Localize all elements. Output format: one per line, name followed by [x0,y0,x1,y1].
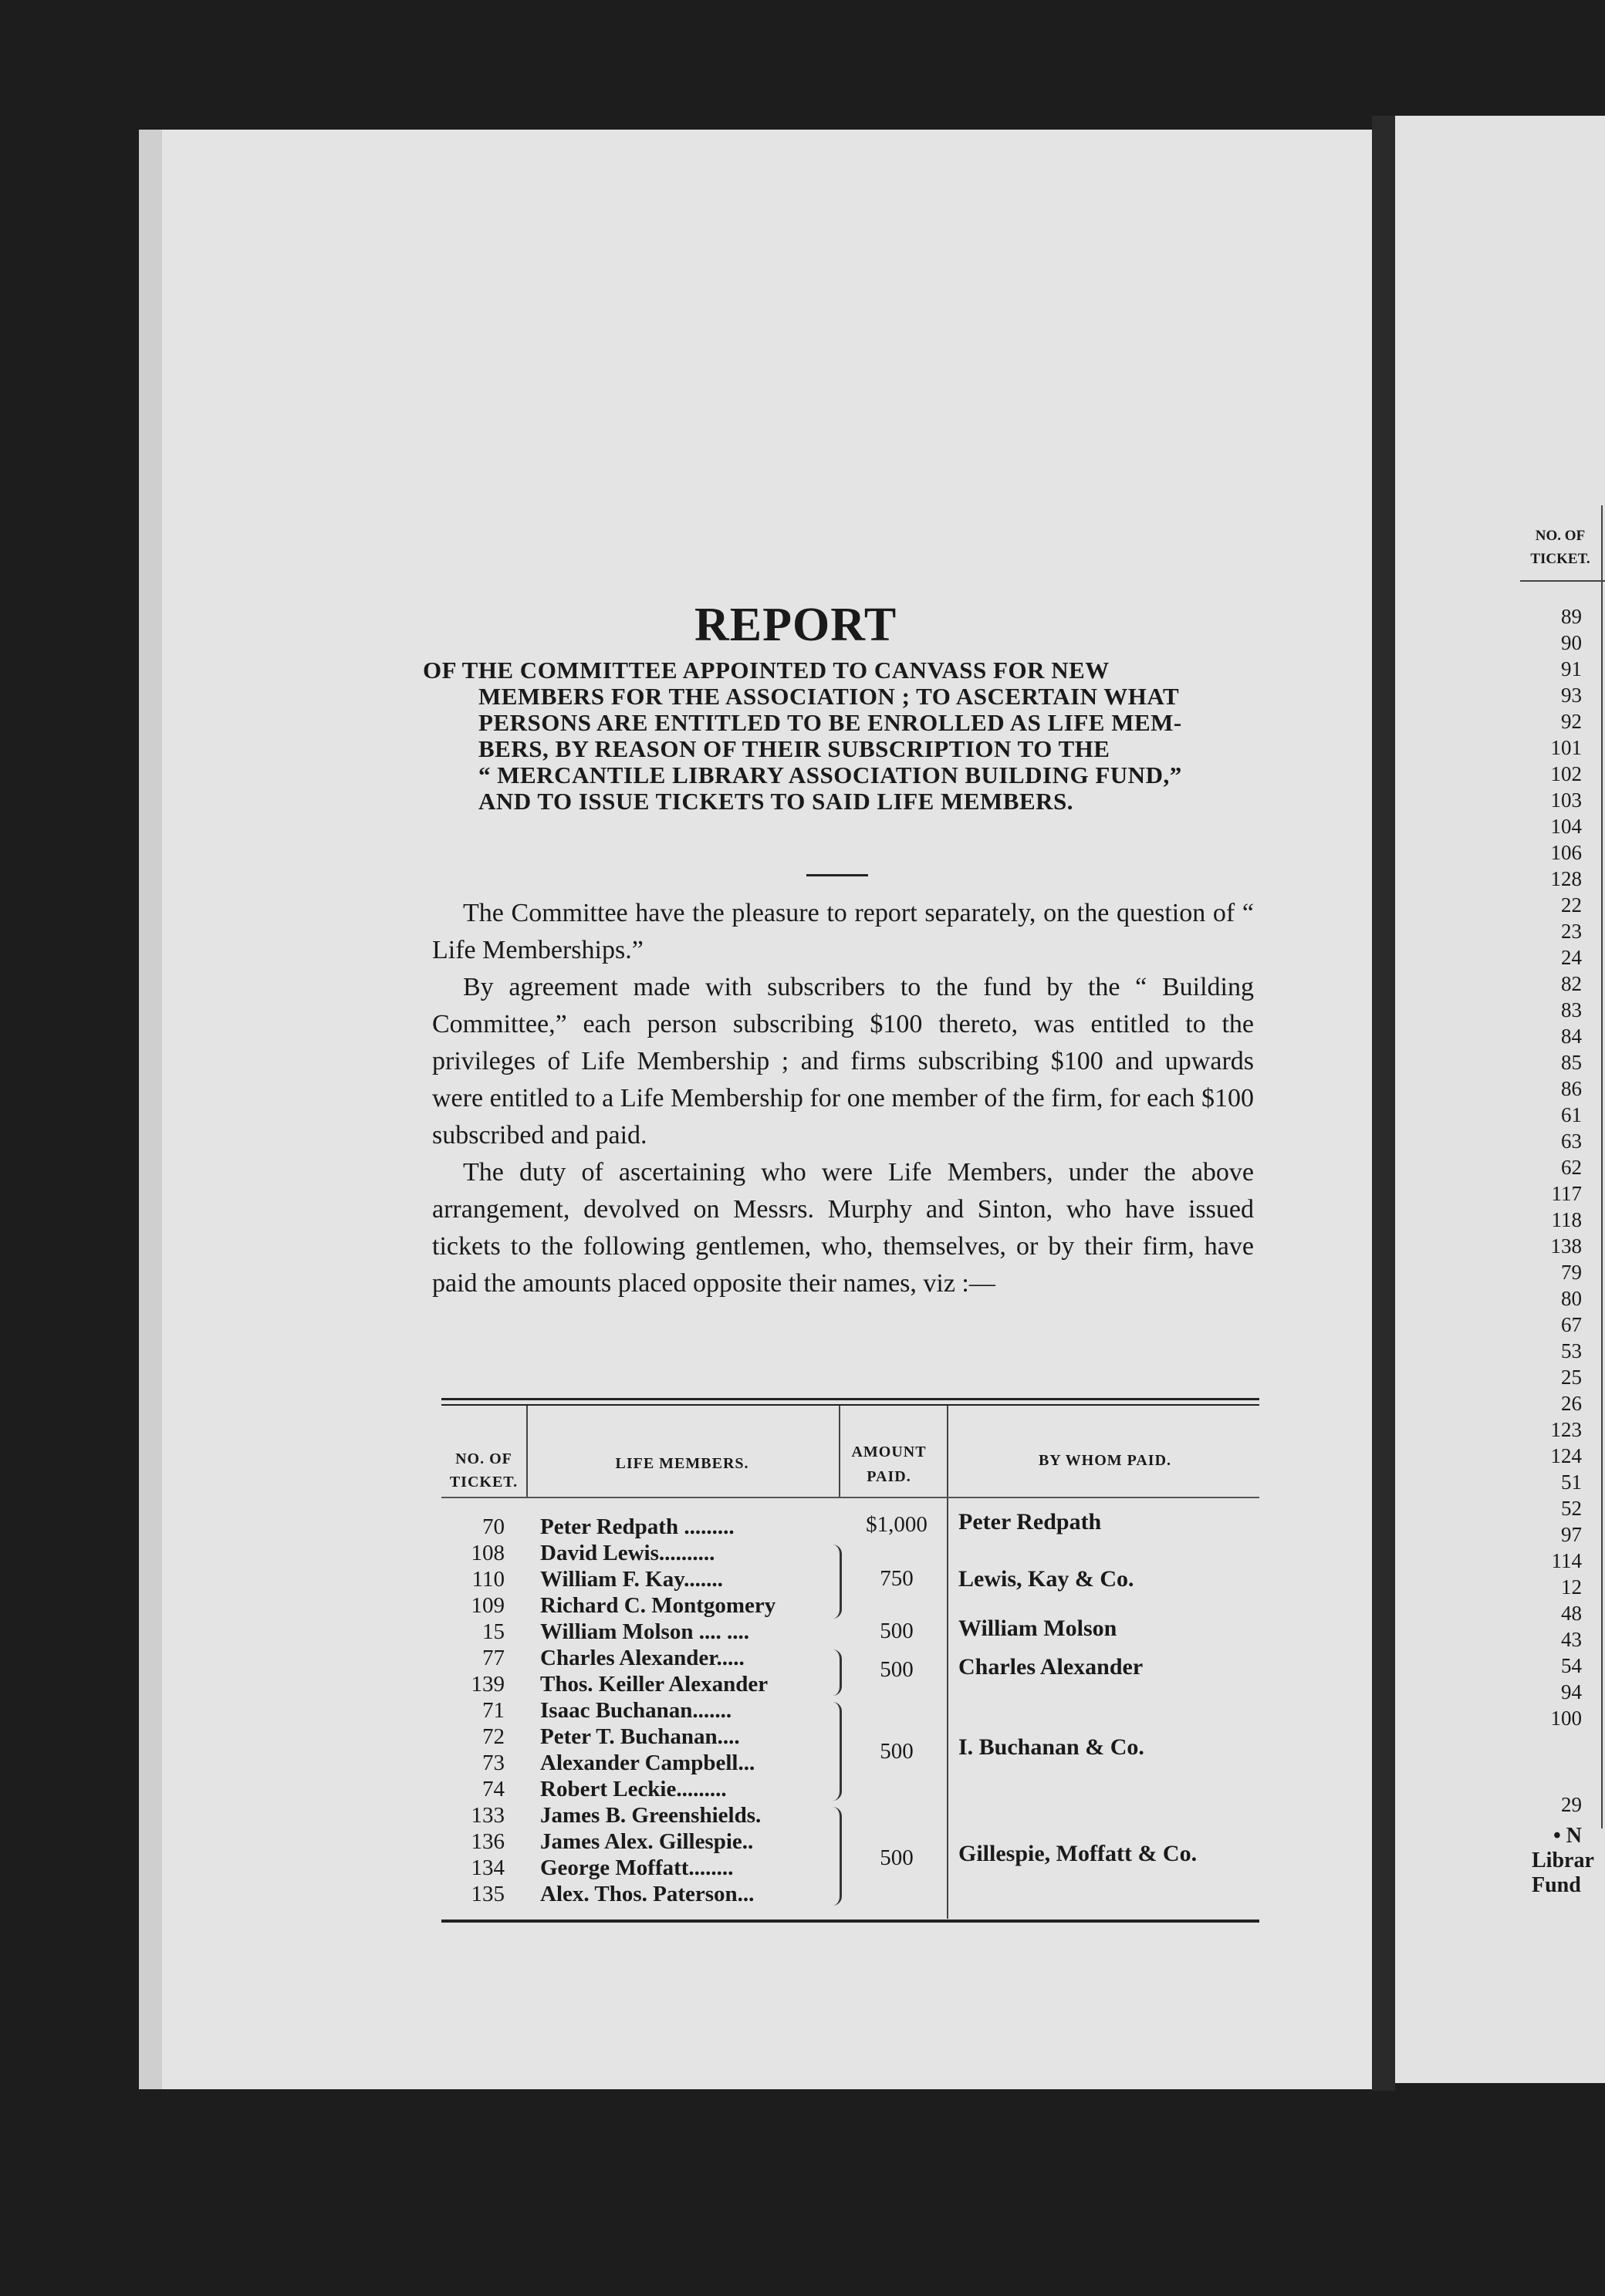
next-page-ticket: 128 [1550,867,1582,890]
table-row [441,1592,1259,1619]
next-page-ticket: 123 [1550,1418,1582,1441]
ticket-no: 74 [482,1777,505,1801]
next-page-ticket: 93 [1561,684,1582,707]
section-divider [806,874,868,876]
next-page-ticket: 62 [1561,1156,1582,1179]
next-page-ticket: 80 [1561,1287,1582,1310]
next-page-ticket: 51 [1561,1470,1582,1494]
paid-by: Lewis, Kay & Co. [958,1566,1134,1592]
subtitle-line: “ MERCANTILE LIBRARY ASSOCIATION BUILDING FUND,” [478,761,1182,788]
member-name: William F. Kay....... [540,1567,723,1592]
table-row [441,1776,1259,1802]
paragraph: By agreement made with subscribers to the fund by the “ Building Committee,” each person subscribing $100 thereto, was entitled to the privileges of Life Membership ; and firms subscribing $100 and upwards were entitled to a Life Membership for one member of the firm, for each $100 subscribed and paid. [432,973,1254,1150]
next-page-header-rule [1520,580,1605,582]
next-page-ticket: 83 [1561,998,1582,1021]
subtitle-line: AND TO ISSUE TICKETS TO SAID LIFE MEMBERS. [478,788,1073,815]
ticket-no: 72 [482,1724,505,1749]
next-page-ticket: 24 [1561,946,1582,969]
amount-paid: 750 [880,1566,914,1591]
report-subtitle [423,657,1256,815]
amount-paid: 500 [880,1845,914,1870]
next-page-ticket: 48 [1561,1602,1582,1625]
subtitle-line: OF THE COMMITTEE APPOINTED TO CANVASS FOR NEW [423,657,1110,684]
next-page-ticket: 63 [1561,1129,1582,1153]
next-page-ticket: 101 [1550,736,1582,759]
ticket-no: 110 [471,1567,505,1592]
header-whom: BY WHOM PAID. [1038,1452,1172,1469]
ticket-no: 77 [482,1646,505,1670]
member-name: William Molson .... .... [540,1619,749,1644]
member-name: Alexander Campbell... [540,1751,755,1775]
next-page-ticket: 103 [1550,788,1582,812]
next-page-ticket: 23 [1561,920,1582,943]
next-page-ticket: 117 [1551,1182,1582,1205]
paid-by: William Molson [958,1616,1117,1641]
column-rule [947,1406,948,1497]
table-row [441,1540,1259,1566]
group-brace [829,1545,842,1619]
paid-by: Peter Redpath [958,1509,1102,1535]
member-name: Peter Redpath ......... [540,1514,735,1539]
group-brace [829,1649,842,1696]
member-name: Charles Alexander..... [540,1646,745,1670]
next-page-ticket: 85 [1561,1051,1582,1074]
next-page-ticket: 106 [1550,841,1582,864]
next-page-ticket: 84 [1561,1025,1582,1048]
table-header [441,1406,1259,1498]
header-ticket: NO. OF TICKET. [449,1450,519,1491]
group-brace [829,1807,842,1906]
ticket-no: 70 [482,1514,505,1539]
member-name: Peter T. Buchanan.... [540,1724,740,1749]
next-page-ticket: 91 [1561,657,1582,680]
member-name: George Moffatt........ [540,1855,734,1880]
member-name: Alex. Thos. Paterson... [540,1882,755,1906]
table-bottom-rule [441,1920,1259,1923]
footnote-line: Fund [1532,1873,1581,1897]
subtitle-line: PERSONS ARE ENTITLED TO BE ENROLLED AS LIFE MEM- [478,709,1182,736]
ticket-no: 136 [471,1829,505,1854]
ticket-no: 139 [471,1672,505,1697]
paid-by: Gillespie, Moffatt & Co. [958,1841,1198,1866]
next-page-ticket: 22 [1561,893,1582,917]
next-page-ticket: 118 [1551,1208,1582,1231]
next-page-ticket: 79 [1561,1261,1582,1284]
report-title: REPORT [694,599,897,651]
member-name: Richard C. Montgomery [540,1593,776,1618]
ticket-no: 15 [482,1619,505,1644]
group-brace [829,1702,842,1801]
next-page-ticket: 61 [1561,1103,1582,1126]
amount-paid: 500 [880,1657,914,1682]
next-page-ticket: 54 [1561,1654,1582,1677]
next-page-footnote [1532,1824,1594,1898]
column-rule [526,1406,528,1497]
next-page-ticket: 102 [1550,762,1582,785]
next-page-ticket: 43 [1561,1628,1582,1651]
ticket-no: 133 [471,1803,505,1828]
book-gutter [1372,116,1395,2091]
next-page-ticket: 114 [1551,1549,1582,1572]
next-page-ticket: 138 [1550,1234,1582,1258]
paragraph: The duty of ascertaining who were Life Members, under the above arrangement, devolved on Messrs. Murphy and Sinton, who have issued tickets to the following gentlemen, who, themselves, or by their firm, have paid the amounts placed opposite their names, viz :— [432,1158,1254,1298]
member-name: Robert Leckie......... [540,1777,727,1801]
next-page-column-rule [1601,505,1603,1828]
ticket-no: 108 [471,1541,505,1565]
amount-paid: 500 [880,1619,914,1643]
next-page-ticket: 104 [1550,815,1582,838]
header-amount: AMOUNT PAID. [851,1443,927,1485]
subtitle-line: MEMBERS FOR THE ASSOCIATION ; TO ASCERTAIN WHAT [478,683,1180,710]
next-page-ticket: 26 [1561,1392,1582,1415]
member-name: James B. Greenshields. [540,1803,762,1828]
table-top-rule [441,1398,1259,1406]
subtitle-line: BERS, BY REASON OF THEIR SUBSCRIPTION TO THE [478,735,1110,762]
next-page-ticket: 89 [1561,605,1582,628]
next-page-ticket: 86 [1561,1077,1582,1100]
next-page-ticket: 100 [1550,1707,1582,1730]
ticket-no: 135 [471,1882,505,1906]
table-row [441,1881,1259,1907]
paid-by: I. Buchanan & Co. [958,1734,1144,1760]
next-page-header: NO. OF TICKET. [1530,528,1590,567]
next-page-ticket: 53 [1561,1339,1582,1362]
table-row [441,1802,1259,1828]
next-page-last-ticket: 29 [1561,1793,1582,1816]
report-body [432,895,1254,1302]
ticket-no: 73 [482,1751,505,1775]
next-page-ticket: 52 [1561,1497,1582,1520]
ticket-no: 134 [471,1855,505,1880]
member-name: Thos. Keiller Alexander [540,1672,769,1697]
paid-by: Charles Alexander [958,1654,1144,1680]
amount-paid: 500 [880,1739,914,1764]
next-page-ticket: 124 [1550,1444,1582,1467]
header-members: LIFE MEMBERS. [615,1455,749,1472]
next-page-ticket: 94 [1561,1680,1582,1703]
next-page-ticket: 92 [1561,710,1582,733]
member-name: Isaac Buchanan....... [540,1698,732,1723]
next-page-ticket: 82 [1561,972,1582,995]
next-page-ticket: 12 [1561,1575,1582,1599]
column-rule [839,1406,840,1497]
ticket-no: 71 [482,1698,505,1723]
ticket-no: 109 [471,1593,505,1618]
member-name: David Lewis.......... [540,1541,715,1565]
footnote-line: • N [1553,1824,1583,1848]
next-page-ticket: 97 [1561,1523,1582,1546]
next-page-ticket-column [1520,603,1582,1731]
table-row [441,1697,1259,1724]
paragraph: The Committee have the pleasure to report separately, on the question of “ Life Memberships.” [432,899,1254,964]
next-page-ticket: 25 [1561,1366,1582,1389]
member-name: James Alex. Gillespie.. [540,1829,754,1854]
footnote-line: Librar [1532,1849,1594,1872]
life-members-table [441,1398,1259,1906]
amount-paid: $1,000 [866,1512,928,1537]
next-page-ticket: 90 [1561,631,1582,654]
next-page-ticket: 67 [1561,1313,1582,1336]
